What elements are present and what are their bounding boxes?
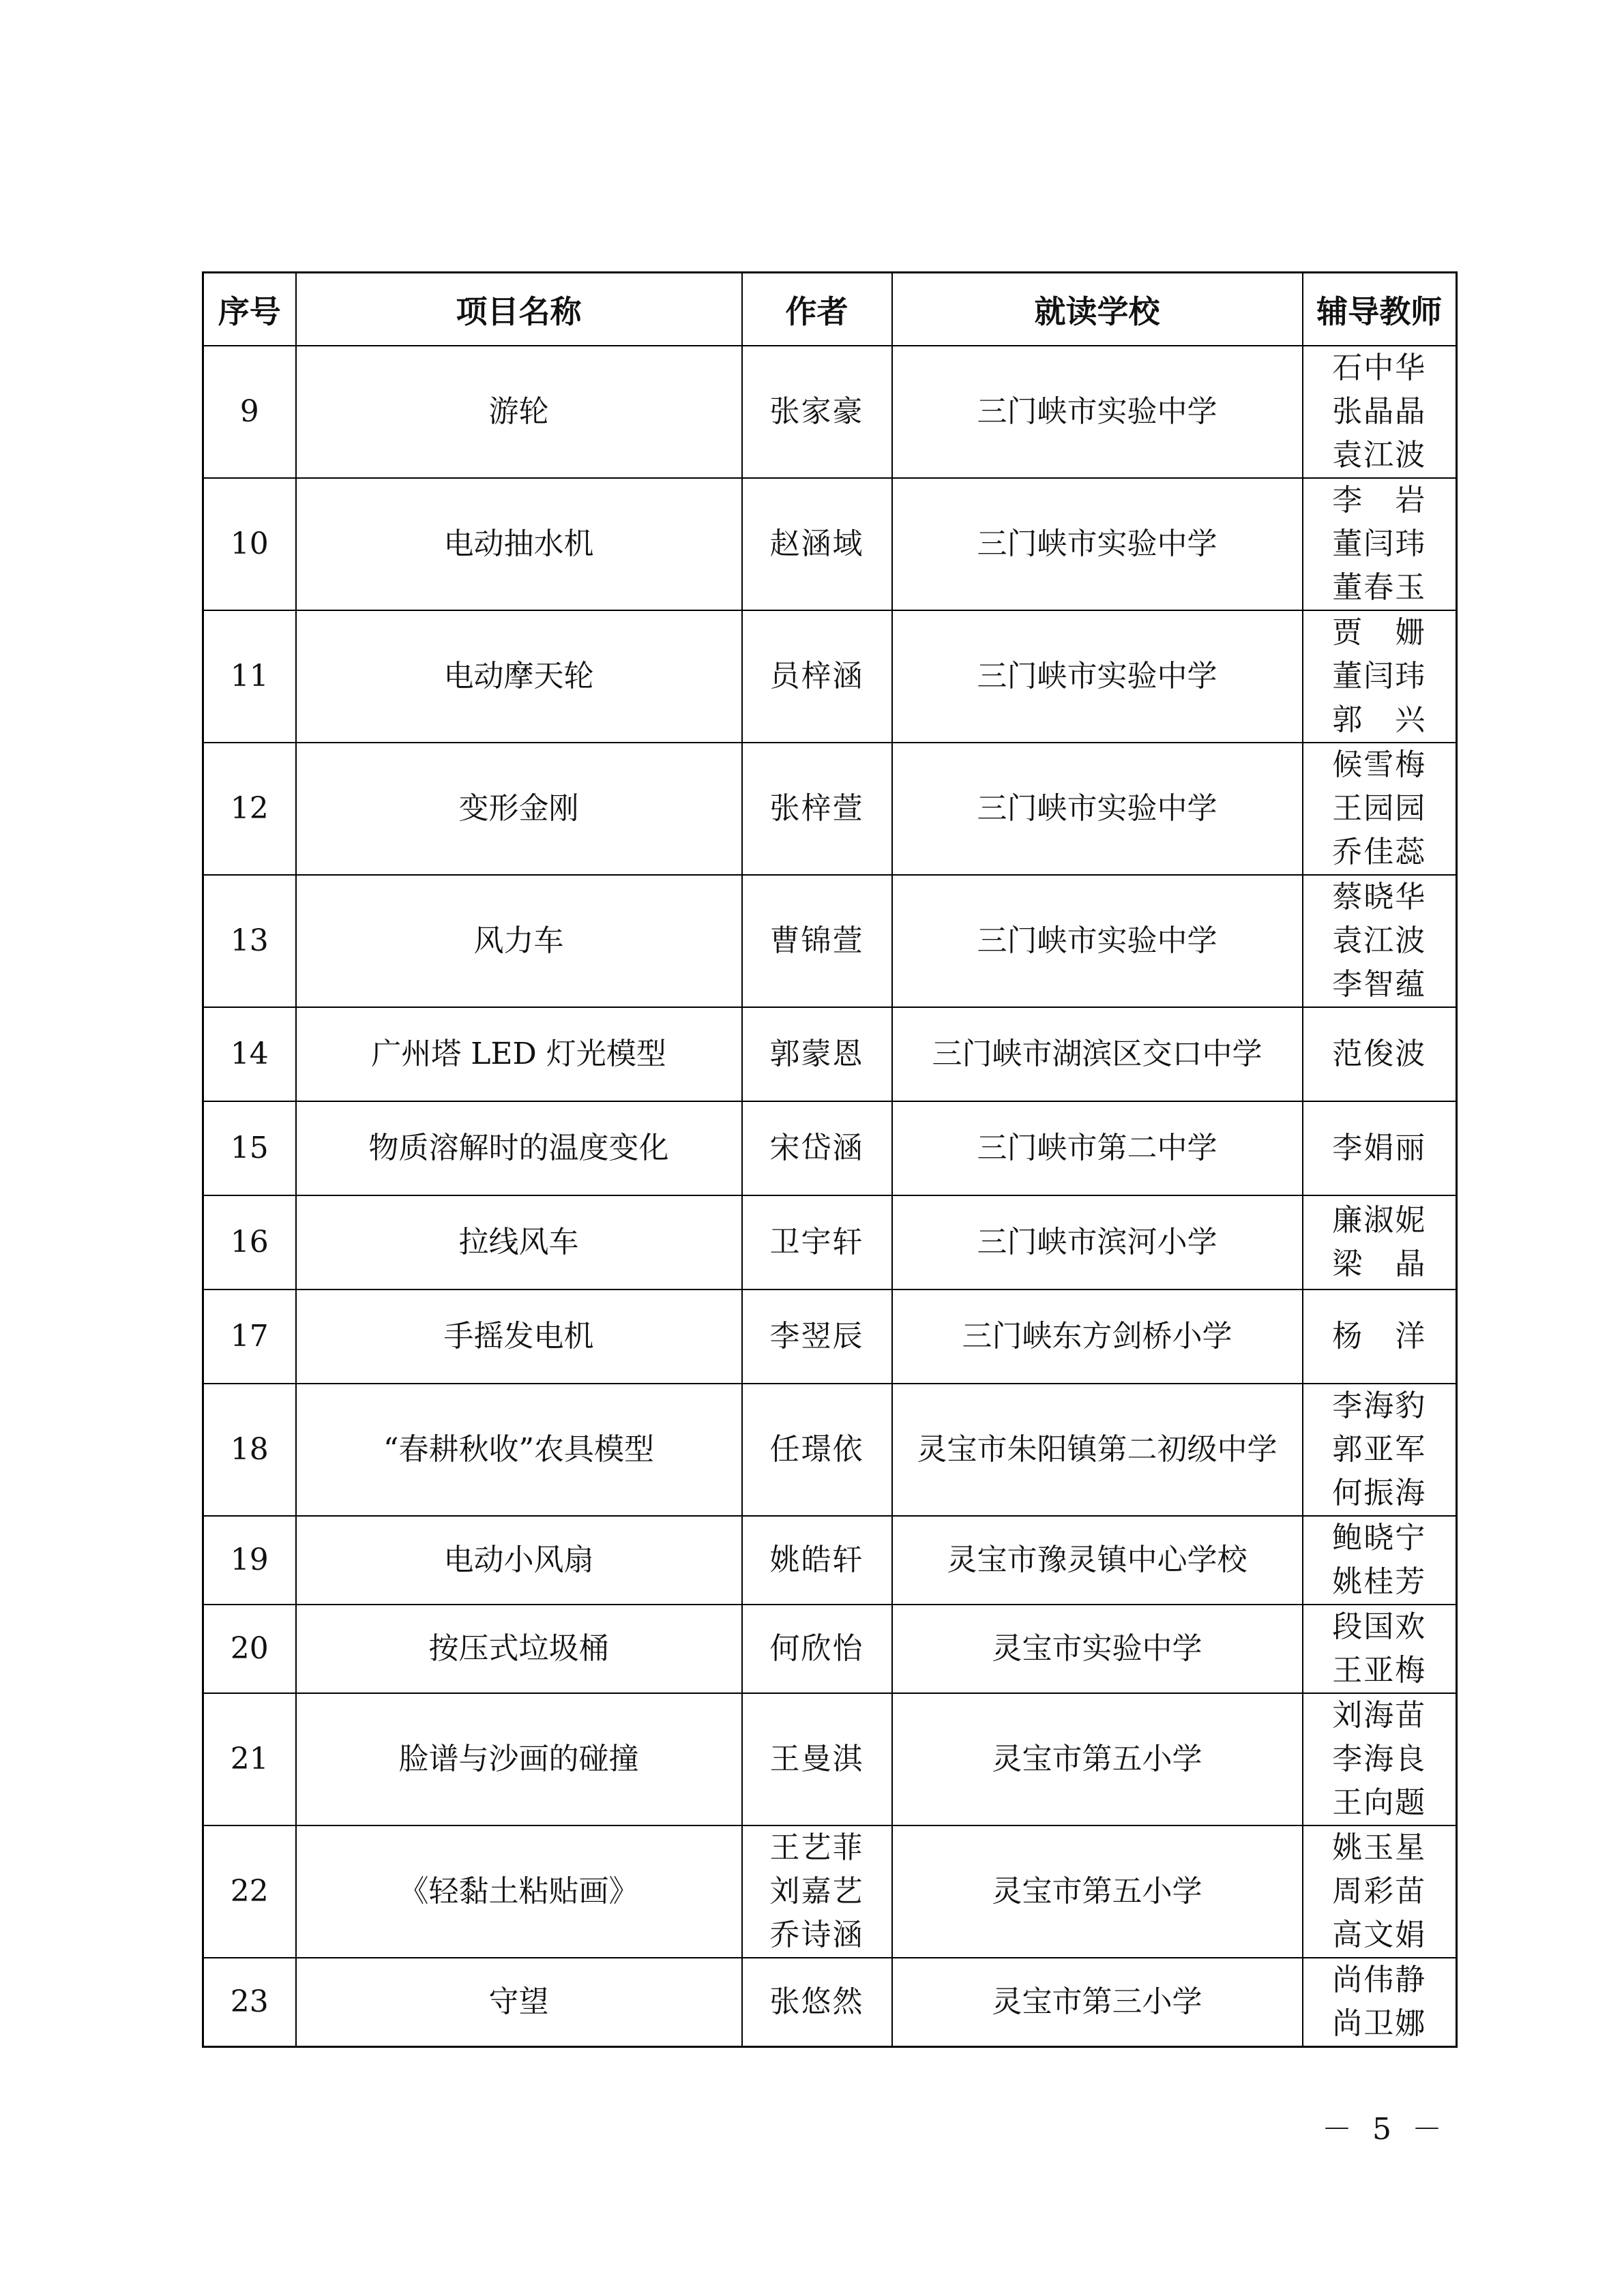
cell-teacher-line: 廉淑妮 <box>1332 1203 1427 1238</box>
table-row <box>203 743 1457 875</box>
cell-no: 14 <box>203 1007 296 1101</box>
cell-school: 三门峡市实验中学 <box>892 875 1303 1007</box>
cell-teacher-line: 姚桂芳 <box>1332 1564 1427 1599</box>
cell-teacher-line: 段国欢 <box>1332 1609 1427 1644</box>
cell-project: 物质溶解时的温度变化 <box>296 1101 742 1195</box>
table-header-row <box>203 273 1457 346</box>
cell-project: 电动抽水机 <box>296 478 742 610</box>
cell-project: 游轮 <box>296 346 742 478</box>
cell-teacher <box>1303 1958 1457 2047</box>
cell-author <box>742 1289 892 1384</box>
cell-no: 21 <box>203 1693 296 1825</box>
cell-author-line: 任璟依 <box>769 1432 864 1467</box>
header-teacher: 辅导教师 <box>1303 273 1457 346</box>
cell-school: 三门峡市实验中学 <box>892 610 1303 743</box>
cell-school: 灵宝市豫灵镇中心学校 <box>892 1516 1303 1605</box>
cell-author-line: 卫宇轩 <box>769 1225 864 1259</box>
cell-no: 9 <box>203 346 296 478</box>
award-table <box>202 271 1458 2048</box>
cell-no: 23 <box>203 1958 296 2047</box>
cell-author <box>742 1384 892 1516</box>
cell-teacher <box>1303 1195 1457 1289</box>
cell-teacher <box>1303 1384 1457 1516</box>
cell-no: 22 <box>203 1825 296 1958</box>
table-row <box>203 1384 1457 1516</box>
cell-no: 20 <box>203 1605 296 1693</box>
cell-teacher <box>1303 1101 1457 1195</box>
cell-no: 17 <box>203 1289 296 1384</box>
cell-teacher-line: 石中华 <box>1332 351 1427 385</box>
cell-teacher <box>1303 875 1457 1007</box>
cell-teacher-line: 贾 姗 <box>1332 615 1427 650</box>
cell-project: 拉线风车 <box>296 1195 742 1289</box>
cell-school: 灵宝市朱阳镇第二初级中学 <box>892 1384 1303 1516</box>
cell-school: 三门峡市实验中学 <box>892 346 1303 478</box>
cell-teacher-line: 范俊波 <box>1332 1037 1427 1071</box>
cell-teacher-line: 张晶晶 <box>1332 394 1427 429</box>
cell-author <box>742 875 892 1007</box>
cell-author-line: 宋岱涵 <box>769 1131 864 1165</box>
cell-author-line: 王艺菲 <box>769 1830 864 1865</box>
cell-no: 10 <box>203 478 296 610</box>
table-row <box>203 875 1457 1007</box>
header-school: 就读学校 <box>892 273 1303 346</box>
cell-teacher-line: 郭 兴 <box>1332 702 1427 737</box>
cell-school: 灵宝市实验中学 <box>892 1605 1303 1693</box>
cell-teacher-line: 候雪梅 <box>1332 747 1427 782</box>
cell-teacher-line: 鲍晓宁 <box>1332 1521 1427 1555</box>
table-row <box>203 1195 1457 1289</box>
table-row <box>203 1101 1457 1195</box>
cell-teacher-line: 姚玉星 <box>1332 1830 1427 1865</box>
cell-author <box>742 1825 892 1958</box>
cell-school: 三门峡东方剑桥小学 <box>892 1289 1303 1384</box>
cell-no: 19 <box>203 1516 296 1605</box>
cell-project: 变形金刚 <box>296 743 742 875</box>
cell-teacher-line: 袁江波 <box>1332 923 1427 958</box>
cell-teacher-line: 尚卫娜 <box>1332 2006 1427 2041</box>
cell-school: 灵宝市第五小学 <box>892 1693 1303 1825</box>
cell-teacher-line: 王向题 <box>1332 1785 1427 1820</box>
cell-author-line: 赵涵域 <box>769 526 864 561</box>
cell-project: “春耕秋收”农具模型 <box>296 1384 742 1516</box>
cell-author <box>742 1693 892 1825</box>
cell-author-line: 曹锦萱 <box>769 923 864 958</box>
cell-author-line: 王曼淇 <box>769 1742 864 1776</box>
cell-project: 电动小风扇 <box>296 1516 742 1605</box>
cell-school: 三门峡市滨河小学 <box>892 1195 1303 1289</box>
cell-author-line: 李翌辰 <box>769 1319 864 1354</box>
cell-author <box>742 1101 892 1195</box>
cell-teacher-line: 李娟丽 <box>1332 1131 1427 1165</box>
header-project: 项目名称 <box>296 273 742 346</box>
header-no: 序号 <box>203 273 296 346</box>
cell-project: 《轻黏土粘贴画》 <box>296 1825 742 1958</box>
cell-teacher-line: 王亚梅 <box>1332 1653 1427 1688</box>
table-row <box>203 478 1457 610</box>
cell-project: 脸谱与沙画的碰撞 <box>296 1693 742 1825</box>
cell-school: 三门峡市第二中学 <box>892 1101 1303 1195</box>
cell-teacher-line: 董闫玮 <box>1332 526 1427 561</box>
cell-author-line: 张家豪 <box>769 394 864 429</box>
cell-teacher <box>1303 346 1457 478</box>
cell-author <box>742 1007 892 1101</box>
cell-project: 守望 <box>296 1958 742 2047</box>
cell-teacher-line: 尚伟静 <box>1332 1963 1427 1997</box>
table-row <box>203 1825 1457 1958</box>
cell-teacher <box>1303 478 1457 610</box>
table-row <box>203 1958 1457 2047</box>
cell-teacher <box>1303 1825 1457 1958</box>
table-row <box>203 346 1457 478</box>
table-row <box>203 1605 1457 1693</box>
table-row <box>203 1007 1457 1101</box>
table-row <box>203 1516 1457 1605</box>
cell-teacher <box>1303 1516 1457 1605</box>
cell-school: 三门峡市湖滨区交口中学 <box>892 1007 1303 1101</box>
cell-teacher-line: 董春玉 <box>1332 570 1427 605</box>
cell-author <box>742 346 892 478</box>
cell-no: 15 <box>203 1101 296 1195</box>
cell-project: 按压式垃圾桶 <box>296 1605 742 1693</box>
cell-project: 电动摩天轮 <box>296 610 742 743</box>
cell-author <box>742 1605 892 1693</box>
cell-author <box>742 478 892 610</box>
cell-teacher <box>1303 1007 1457 1101</box>
cell-author <box>742 743 892 875</box>
cell-teacher <box>1303 1289 1457 1384</box>
cell-teacher-line: 高文娟 <box>1332 1918 1427 1952</box>
table-row <box>203 1693 1457 1825</box>
cell-teacher-line: 刘海苗 <box>1332 1698 1427 1733</box>
cell-project: 风力车 <box>296 875 742 1007</box>
cell-author-line: 何欣怡 <box>769 1631 864 1666</box>
cell-teacher-line: 周彩苗 <box>1332 1874 1427 1909</box>
cell-teacher-line: 郭亚军 <box>1332 1432 1427 1467</box>
cell-teacher <box>1303 1605 1457 1693</box>
cell-no: 18 <box>203 1384 296 1516</box>
cell-teacher <box>1303 1693 1457 1825</box>
cell-author <box>742 1195 892 1289</box>
cell-author-line: 张梓萱 <box>769 791 864 826</box>
table-row <box>203 1289 1457 1384</box>
cell-teacher-line: 董闫玮 <box>1332 659 1427 694</box>
cell-teacher-line: 李海良 <box>1332 1742 1427 1776</box>
page-number: － 5 － <box>1322 2112 1447 2147</box>
header-author: 作者 <box>742 273 892 346</box>
cell-teacher-line: 乔佳蕊 <box>1332 835 1427 869</box>
cell-school: 灵宝市第五小学 <box>892 1825 1303 1958</box>
cell-teacher-line: 李智蕴 <box>1332 967 1427 1002</box>
cell-author-line: 张悠然 <box>769 1984 864 2019</box>
cell-teacher <box>1303 743 1457 875</box>
table-row <box>203 610 1457 743</box>
cell-teacher-line: 何振海 <box>1332 1476 1427 1510</box>
cell-teacher-line: 蔡晓华 <box>1332 880 1427 914</box>
cell-school: 灵宝市第三小学 <box>892 1958 1303 2047</box>
cell-school: 三门峡市实验中学 <box>892 743 1303 875</box>
cell-author <box>742 1516 892 1605</box>
cell-teacher-line: 李 岩 <box>1332 483 1427 518</box>
cell-teacher <box>1303 610 1457 743</box>
cell-school: 三门峡市实验中学 <box>892 478 1303 610</box>
cell-teacher-line: 李海豹 <box>1332 1388 1427 1423</box>
cell-author <box>742 610 892 743</box>
cell-teacher-line: 王园园 <box>1332 791 1427 826</box>
table-body <box>203 346 1457 2047</box>
cell-teacher-line: 杨 洋 <box>1332 1319 1427 1354</box>
cell-no: 13 <box>203 875 296 1007</box>
cell-no: 11 <box>203 610 296 743</box>
cell-author-line: 郭蒙恩 <box>769 1037 864 1071</box>
cell-author-line: 姚皓轩 <box>769 1542 864 1577</box>
cell-author-line: 乔诗涵 <box>769 1918 864 1952</box>
cell-author-line: 员梓涵 <box>769 659 864 694</box>
cell-teacher-line: 袁江波 <box>1332 438 1427 473</box>
cell-author <box>742 1958 892 2047</box>
cell-teacher-line: 梁 晶 <box>1332 1247 1427 1281</box>
cell-no: 12 <box>203 743 296 875</box>
cell-project: 手摇发电机 <box>296 1289 742 1384</box>
cell-no: 16 <box>203 1195 296 1289</box>
cell-project: 广州塔 LED 灯光模型 <box>296 1007 742 1101</box>
cell-author-line: 刘嘉艺 <box>769 1874 864 1909</box>
